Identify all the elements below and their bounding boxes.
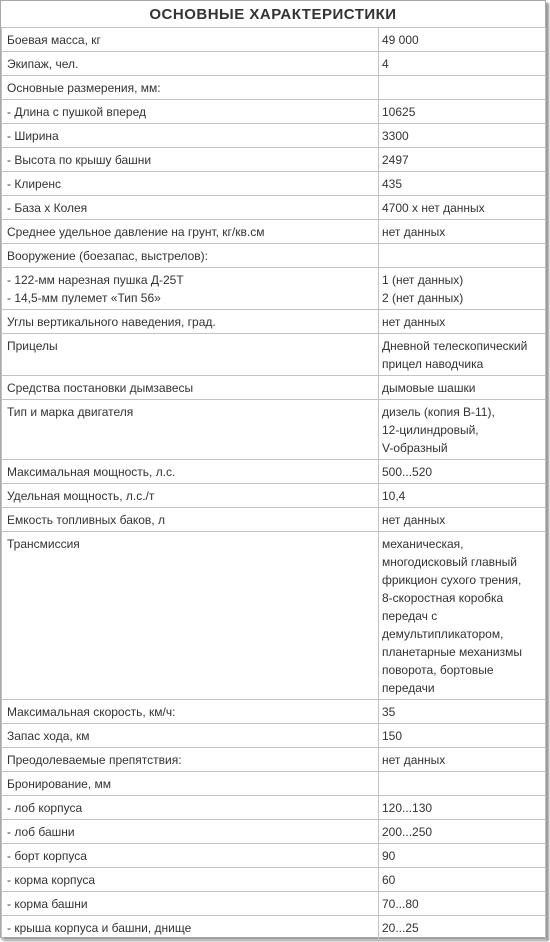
- spec-value-cell: [379, 700, 546, 724]
- spec-row: [2, 460, 546, 484]
- spec-label-cell: [2, 148, 379, 172]
- spec-value-cell: [379, 76, 546, 100]
- spec-label-cell: [2, 484, 379, 508]
- spec-value-text: 4: [382, 57, 389, 71]
- spec-value-cell: [379, 28, 546, 52]
- spec-label-cell: [2, 748, 379, 772]
- spec-value-text: 20...25: [382, 921, 419, 935]
- spec-label-text: - Высота по крышу башни: [7, 153, 152, 167]
- spec-row: [2, 172, 546, 196]
- spec-label-text: Среднее удельное давление на грунт, кг/кв.см: [7, 225, 265, 239]
- spec-label-cell: [2, 460, 379, 484]
- spec-row: [2, 376, 546, 400]
- spec-value-cell: [379, 334, 546, 376]
- spec-value-cell: [379, 244, 546, 268]
- spec-label-text: Основные размерения, мм:: [7, 81, 161, 95]
- spec-label-text: Средства постановки дымзавесы: [7, 381, 194, 395]
- spec-label-text: - База х Колея: [7, 201, 88, 215]
- spec-label-text: Преодолеваемые препятствия:: [7, 753, 182, 767]
- spec-value-cell: [379, 310, 546, 334]
- spec-value-text: передач с: [382, 609, 438, 623]
- spec-value-cell: [379, 124, 546, 148]
- spec-row: [2, 532, 546, 700]
- spec-value-text: 10,4: [382, 489, 406, 503]
- spec-value-cell: [379, 748, 546, 772]
- spec-value-text: многодисковый главный: [382, 555, 517, 569]
- spec-label-text: Максимальная скорость, км/ч:: [7, 705, 176, 719]
- spec-label-cell: [2, 172, 379, 196]
- spec-value-cell: [379, 268, 546, 310]
- spec-value-text: дымовые шашки: [382, 381, 476, 395]
- spec-value-cell: [379, 400, 546, 460]
- spec-label-cell: [2, 310, 379, 334]
- spec-value-cell: [379, 508, 546, 532]
- spec-row: [2, 124, 546, 148]
- spec-label-cell: [2, 532, 379, 700]
- spec-label-cell: [2, 772, 379, 796]
- spec-value-text: 60: [382, 873, 396, 887]
- spec-value-text: 8-скоростная коробка: [382, 591, 504, 605]
- spec-value-text: механическая,: [382, 537, 464, 551]
- spec-value-cell: [379, 52, 546, 76]
- spec-row: [2, 748, 546, 772]
- spec-row: [2, 772, 546, 796]
- spec-label-cell: [2, 334, 379, 376]
- spec-label-text: - борт корпуса: [7, 849, 87, 863]
- spec-label-cell: [2, 100, 379, 124]
- spec-row: [2, 310, 546, 334]
- spec-value-text: 2 (нет данных): [382, 291, 464, 305]
- spec-row: [2, 724, 546, 748]
- spec-value-text: фрикцион сухого трения,: [382, 573, 522, 587]
- spec-label-cell: [2, 268, 379, 310]
- spec-value-text: 49 000: [382, 33, 419, 47]
- spec-value-cell: [379, 460, 546, 484]
- spec-value-cell: [379, 796, 546, 820]
- spec-label-text: Боевая масса, кг: [7, 33, 101, 47]
- spec-label-cell: [2, 844, 379, 868]
- spec-label-text: Вооружение (боезапас, выстрелов):: [7, 249, 208, 263]
- spec-row: [2, 148, 546, 172]
- spec-label-cell: [2, 28, 379, 52]
- spec-label-cell: [2, 724, 379, 748]
- spec-row: [2, 892, 546, 916]
- spec-value-text: нет данных: [382, 513, 446, 527]
- spec-row: [2, 28, 546, 52]
- spec-label-text: - корма корпуса: [7, 873, 96, 887]
- spec-value-text: поворота, бортовые: [382, 663, 494, 677]
- spec-label-cell: [2, 196, 379, 220]
- spec-label-text: Тип и марка двигателя: [7, 405, 134, 419]
- spec-label-text: Удельная мощность, л.с./т: [7, 489, 155, 503]
- spec-row: [2, 844, 546, 868]
- spec-value-cell: [379, 172, 546, 196]
- spec-label-cell: [2, 76, 379, 100]
- spec-label-cell: [2, 400, 379, 460]
- spec-value-text: прицел наводчика: [382, 357, 484, 371]
- spec-value-cell: [379, 724, 546, 748]
- spec-value-text: V-образный: [382, 441, 448, 455]
- spec-value-text: передачи: [382, 681, 435, 695]
- spec-label-cell: [2, 796, 379, 820]
- spec-label-cell: [2, 700, 379, 724]
- spec-row: [2, 244, 546, 268]
- spec-label-cell: [2, 820, 379, 844]
- spec-value-cell: [379, 376, 546, 400]
- spec-row: [2, 796, 546, 820]
- spec-value-cell: [379, 820, 546, 844]
- spec-value-text: 435: [382, 177, 403, 191]
- spec-value-text: 90: [382, 849, 396, 863]
- spec-table: [1, 27, 546, 940]
- spec-row: [2, 868, 546, 892]
- spec-label-cell: [2, 124, 379, 148]
- spec-label-text: Углы вертикального наведения, град.: [7, 315, 216, 329]
- spec-value-text: 12-цилиндровый,: [382, 423, 479, 437]
- spec-row: [2, 220, 546, 244]
- spec-value-text: 3300: [382, 129, 409, 143]
- spec-value-cell: [379, 772, 546, 796]
- spec-value-cell: [379, 844, 546, 868]
- spec-label-text: Максимальная мощность, л.с.: [7, 465, 176, 479]
- spec-label-text: Трансмиссия: [7, 537, 80, 551]
- spec-label-cell: [2, 220, 379, 244]
- spec-value-text: 4700 х нет данных: [382, 201, 485, 215]
- spec-label-text: Емкость топливных баков, л: [7, 513, 165, 527]
- spec-label-text: - 122-мм нарезная пушка Д-25Т: [7, 273, 184, 287]
- spec-label-cell: [2, 508, 379, 532]
- spec-value-cell: [379, 100, 546, 124]
- spec-value-text: 120...130: [382, 801, 433, 815]
- spec-row: [2, 196, 546, 220]
- spec-row: [2, 268, 546, 310]
- spec-value-cell: [379, 220, 546, 244]
- spec-row: [2, 484, 546, 508]
- spec-label-text: Прицелы: [7, 339, 58, 353]
- spec-value-text: 1 (нет данных): [382, 273, 464, 287]
- spec-value-text: 150: [382, 729, 403, 743]
- spec-label-text: - Ширина: [7, 129, 59, 143]
- spec-row: [2, 820, 546, 844]
- spec-value-cell: [379, 868, 546, 892]
- spec-value-cell: [379, 892, 546, 916]
- spec-value-cell: [379, 196, 546, 220]
- spec-value-text: планетарные механизмы: [382, 645, 522, 659]
- spec-value-text: 70...80: [382, 897, 419, 911]
- spec-value-text: демультипликатором,: [382, 627, 504, 641]
- spec-table-body: [2, 28, 546, 940]
- spec-value-text: нет данных: [382, 315, 446, 329]
- spec-row: [2, 76, 546, 100]
- spec-value-text: 35: [382, 705, 396, 719]
- spec-label-text: - крыша корпуса и башни, днище: [7, 921, 192, 935]
- spec-label-text: Запас хода, км: [7, 729, 90, 743]
- spec-value-text: 10625: [382, 105, 416, 119]
- spec-label-text: Экипаж, чел.: [7, 57, 79, 71]
- spec-label-text: - лоб башни: [7, 825, 75, 839]
- spec-row: [2, 508, 546, 532]
- spec-value-text: 2497: [382, 153, 409, 167]
- spec-value-text: дизель (копия В-11),: [382, 405, 495, 419]
- spec-label-text: - корма башни: [7, 897, 88, 911]
- spec-row: [2, 52, 546, 76]
- spec-label-cell: [2, 916, 379, 940]
- spec-label-cell: [2, 376, 379, 400]
- spec-title: ОСНОВНЫЕ ХАРАКТЕРИСТИКИ: [149, 6, 397, 23]
- spec-label-text: - 14,5-мм пулемет «Тип 56»: [7, 291, 161, 305]
- spec-label-text: Бронирование, мм: [7, 777, 111, 791]
- spec-label-text: - лоб корпуса: [7, 801, 83, 815]
- spec-label-text: - Клиренс: [7, 177, 61, 191]
- spec-row: [2, 916, 546, 940]
- spec-value-cell: [379, 532, 546, 700]
- spec-row: [2, 334, 546, 376]
- spec-value-text: 200...250: [382, 825, 433, 839]
- spec-value-text: Дневной телескопический: [382, 339, 528, 353]
- spec-label-text: - Длина с пушкой вперед: [7, 105, 146, 119]
- spec-value-cell: [379, 484, 546, 508]
- spec-label-cell: [2, 244, 379, 268]
- spec-value-text: нет данных: [382, 225, 446, 239]
- spec-value-text: 500...520: [382, 465, 433, 479]
- spec-row: [2, 700, 546, 724]
- spec-label-cell: [2, 52, 379, 76]
- spec-label-cell: [2, 868, 379, 892]
- spec-label-cell: [2, 892, 379, 916]
- spec-row: [2, 100, 546, 124]
- spec-value-text: нет данных: [382, 753, 446, 767]
- spec-value-cell: [379, 916, 546, 940]
- spec-value-cell: [379, 148, 546, 172]
- spec-row: [2, 400, 546, 460]
